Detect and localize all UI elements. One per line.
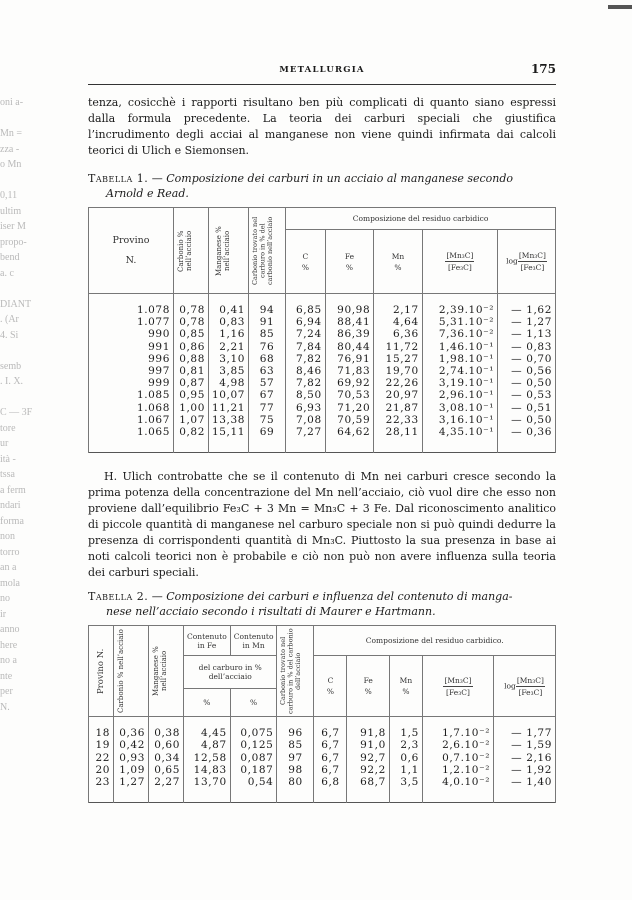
cell-carbonio-trovato: 77 — [249, 402, 286, 414]
cell-provino: 22 — [89, 752, 114, 764]
bleed-line: torro — [0, 546, 20, 558]
facing-page-bleedthrough — [0, 95, 44, 775]
cell-carbonio-trovato: 68 — [249, 353, 286, 365]
cell-mn: 3,5 — [389, 776, 422, 788]
cell-c: 7,08 — [286, 414, 326, 426]
cell-mn: 4,64 — [374, 316, 423, 328]
table-row — [89, 752, 556, 764]
empty-cell — [347, 788, 389, 803]
cell-mn: 19,70 — [374, 365, 423, 377]
header-group: Composizione del residuo carbidico — [286, 208, 556, 230]
cell-ratio: 2,39.10⁻² — [422, 294, 497, 317]
cell-ratio: 3,16.10⁻¹ — [422, 414, 497, 426]
cell-log-ratio: — 1,27 — [498, 316, 556, 328]
cell-ratio: 1,7.10⁻² — [422, 717, 493, 740]
bleed-line — [0, 343, 44, 359]
cell-manganese: 4,98 — [209, 377, 249, 389]
cell-log-ratio: — 1,92 — [494, 764, 556, 776]
table-1-title-cont: Arnold e Read. — [106, 187, 189, 200]
cell-carbonio-trovato: 94 — [249, 294, 286, 317]
cell-provino: 18 — [89, 717, 114, 740]
cell-ratio: 2,74.10⁻¹ — [422, 365, 497, 377]
header-carbonio: Carbonio % nell’acciaio — [177, 229, 193, 272]
cell-contenuto-fe: 14,83 — [184, 764, 231, 776]
cell-contenuto-mn: 0,087 — [230, 752, 277, 764]
table-row — [89, 414, 556, 426]
cell-log-ratio: — 0,50 — [498, 377, 556, 389]
empty-cell — [230, 788, 277, 803]
table-row — [89, 389, 556, 401]
bleed-line — [0, 111, 44, 127]
bleed-line: oni a- — [0, 97, 24, 108]
cell-carbonio-trovato: 57 — [249, 377, 286, 389]
cell-carbonio: 0,86 — [174, 341, 209, 353]
cell-carbonio-trovato: 67 — [249, 389, 286, 401]
bleed-line: no — [0, 593, 10, 604]
cell-manganese: 10,07 — [209, 389, 249, 401]
header-carbonio: Carbonio % nell’acciaio — [117, 629, 125, 714]
table-row — [89, 426, 556, 438]
cell-ratio: 1,46.10⁻¹ — [422, 341, 497, 353]
cell-mn: 1,1 — [389, 764, 422, 776]
cell-ratio: 1,98.10⁻¹ — [422, 353, 497, 365]
cell-carbonio-trovato: 80 — [277, 776, 314, 788]
cell-provino: 997 — [89, 365, 174, 377]
bleed-line: a. c — [0, 267, 14, 279]
cell-carbonio: 1,09 — [114, 764, 149, 776]
cell-mn: 0,6 — [389, 752, 422, 764]
cell-mn: 22,33 — [374, 414, 423, 426]
empty-cell — [325, 438, 374, 453]
empty-cell — [174, 438, 209, 453]
cell-fe: 69,92 — [325, 377, 374, 389]
table-row — [89, 739, 556, 751]
cell-mn: 1,5 — [389, 717, 422, 740]
cell-provino: 1.065 — [89, 426, 174, 438]
table-2-title: Composizione dei carburi e influenza del contenuto di manga- — [166, 590, 513, 604]
table-row — [89, 341, 556, 353]
bleed-line: o Mn — [0, 159, 22, 170]
caption-dash: — — [148, 590, 167, 604]
cell-fe: 92,7 — [347, 752, 389, 764]
cell-c: 6,94 — [286, 316, 326, 328]
cell-log-ratio: — 0,83 — [498, 341, 556, 353]
empty-cell — [149, 788, 184, 803]
cell-carbonio: 0,78 — [174, 294, 209, 317]
empty-cell — [277, 788, 314, 803]
cell-log-ratio: — 0,50 — [498, 414, 556, 426]
cell-manganese: 0,41 — [209, 294, 249, 317]
cell-contenuto-fe: 4,87 — [184, 739, 231, 751]
cell-provino: 23 — [89, 776, 114, 788]
header-group: Composizione del residuo carbidico. — [314, 626, 556, 656]
cell-carbonio: 0,36 — [114, 717, 149, 740]
cell-mn: 21,87 — [374, 402, 423, 414]
cell-log-ratio: — 0,51 — [498, 402, 556, 414]
cell-c: 8,46 — [286, 365, 326, 377]
cell-log-ratio: — 0,70 — [498, 353, 556, 365]
cell-fe: 70,59 — [325, 414, 374, 426]
cell-provino: 1.068 — [89, 402, 174, 414]
bleed-line: a ferm — [0, 484, 26, 496]
bleed-line: ità - — [0, 453, 16, 465]
cell-fe: 88,41 — [325, 316, 374, 328]
cell-fe: 68,7 — [347, 776, 389, 788]
header-fe: Fe % — [347, 656, 389, 717]
cell-mn: 2,17 — [374, 294, 423, 317]
paragraph-1: tenza, cosicchè i rapporti risultano ben più complicati di quanto siano espressi dalla formula precedente. La teoria dei carburi speciali che giustifica l’incrudimento degli acciai al manganese non viene quindi infirmata dai calcoli teorici di Ulich e Siemonsen. — [88, 96, 556, 157]
cell-manganese: 15,11 — [209, 426, 249, 438]
cell-carbonio: 1,07 — [174, 414, 209, 426]
cell-carbonio: 0,85 — [174, 328, 209, 340]
bleed-line: nte — [0, 670, 13, 682]
cell-mn: 6,36 — [374, 328, 423, 340]
bleed-line — [0, 281, 44, 297]
cell-c: 6,7 — [314, 717, 347, 740]
table-row — [89, 776, 556, 788]
cell-log-ratio: — 1,40 — [494, 776, 556, 788]
header-rule — [88, 84, 556, 85]
cell-manganese: 2,21 — [209, 341, 249, 353]
bleed-line: C — 3F — [0, 407, 33, 418]
cell-log-ratio: — 1,59 — [494, 739, 556, 751]
bleed-line: . I. X. — [0, 376, 24, 387]
header-provino-n: N. — [125, 254, 137, 266]
col-carbonio-trovato — [277, 626, 314, 717]
cell-c: 7,84 — [286, 341, 326, 353]
cell-fe: 80,44 — [325, 341, 374, 353]
bleed-line: ultim — [0, 205, 22, 217]
cell-carbonio-trovato: 97 — [277, 752, 314, 764]
cell-manganese: 0,83 — [209, 316, 249, 328]
cell-mn: 22,26 — [374, 377, 423, 389]
cell-mn: 20,97 — [374, 389, 423, 401]
table-row — [89, 328, 556, 340]
bleed-line: 0,11 — [0, 190, 18, 201]
cell-log-ratio: — 2,16 — [494, 752, 556, 764]
cell-ratio: 1,2.10⁻² — [422, 764, 493, 776]
cell-fe: 76,91 — [325, 353, 374, 365]
empty-cell — [374, 438, 423, 453]
table-spacer-row — [89, 438, 556, 453]
cell-ratio: 5,31.10⁻² — [422, 316, 497, 328]
header-contenuto-fe: Contenuto in Fe — [184, 626, 231, 656]
header-pct-mn: % — [230, 689, 277, 717]
empty-cell — [209, 438, 249, 453]
cell-carbonio: 0,88 — [174, 353, 209, 365]
col-provino — [89, 626, 114, 717]
table-row — [89, 294, 556, 317]
cell-ratio: 3,19.10⁻¹ — [422, 377, 497, 389]
cell-carbonio-trovato: 85 — [277, 739, 314, 751]
cell-contenuto-mn: 0,125 — [230, 739, 277, 751]
page-number: 175 — [530, 62, 556, 76]
cell-fe: 71,83 — [325, 365, 374, 377]
table-1-caption — [88, 171, 556, 201]
cell-carbonio-trovato: 69 — [249, 426, 286, 438]
empty-cell — [114, 788, 149, 803]
bleed-line: iser M — [0, 221, 26, 232]
table-spacer-row — [89, 788, 556, 803]
cell-ratio: 2,96.10⁻¹ — [422, 389, 497, 401]
header-provino: Provino N. — [96, 648, 106, 694]
cell-ratio: 3,08.10⁻¹ — [422, 402, 497, 414]
empty-cell — [89, 438, 174, 453]
cell-c: 7,27 — [286, 426, 326, 438]
empty-cell — [422, 438, 497, 453]
bleed-line: mola — [0, 577, 20, 589]
bleed-line: ndari — [0, 500, 21, 511]
cell-c: 7,82 — [286, 377, 326, 389]
cell-carbonio-trovato: 98 — [277, 764, 314, 776]
cell-ratio: 0,7.10⁻² — [422, 752, 493, 764]
running-head — [88, 60, 556, 82]
cell-ratio: 4,0.10⁻² — [422, 776, 493, 788]
cell-carbonio: 0,87 — [174, 377, 209, 389]
col-carbonio — [114, 626, 149, 717]
running-head-title: METALLURGIA — [279, 65, 365, 75]
header-mn: Mn % — [374, 230, 423, 294]
bleed-line: here — [0, 639, 18, 651]
bleed-line: bend — [0, 252, 20, 263]
bleed-line: ir — [0, 608, 7, 620]
bleed-line: propo- — [0, 236, 27, 248]
empty-cell — [314, 788, 347, 803]
cell-provino: 991 — [89, 341, 174, 353]
cell-carbonio: 0,93 — [114, 752, 149, 764]
table-row — [89, 353, 556, 365]
cell-fe: 90,98 — [325, 294, 374, 317]
cell-manganese: 11,21 — [209, 402, 249, 414]
header-pct-fe: % — [184, 689, 231, 717]
bleed-line: . (Ar — [0, 314, 19, 325]
header-carbonio-trovato: Carbonio trovato nel carburo in % del carbonio nell’acciaio — [251, 216, 275, 285]
cell-provino: 1.067 — [89, 414, 174, 426]
bleed-line: tore — [0, 422, 16, 434]
bleed-line: tssa — [0, 469, 15, 480]
cell-ratio: 4,35.10⁻¹ — [422, 426, 497, 438]
col-manganese — [209, 208, 249, 294]
book-page — [88, 60, 556, 803]
cell-mn: 28,11 — [374, 426, 423, 438]
bleed-line — [0, 173, 44, 189]
cell-log-ratio: — 1,77 — [494, 717, 556, 740]
table-2-title-cont: nese nell’acciaio secondo i risultati di Maurer e Hartmann. — [106, 605, 436, 619]
empty-cell — [494, 788, 556, 803]
cell-provino: 19 — [89, 739, 114, 751]
cell-fe: 71,20 — [325, 402, 374, 414]
header-ratio: $\frac{\text{[Mn₃C]}}{\text{[Fe₃C]}}$ — [422, 230, 497, 294]
caption-dash: — — [148, 172, 167, 185]
cell-carbonio: 0,95 — [174, 389, 209, 401]
cell-c: 6,7 — [314, 739, 347, 751]
table-2-caption — [88, 589, 556, 619]
page-edge-mark — [608, 5, 632, 9]
cell-log-ratio: — 0,56 — [498, 365, 556, 377]
table-row — [89, 764, 556, 776]
header-fe: Fe % — [325, 230, 374, 294]
cell-provino: 1.077 — [89, 316, 174, 328]
bleed-line: forma — [0, 515, 24, 527]
cell-provino: 996 — [89, 353, 174, 365]
header-c: C % — [286, 230, 326, 294]
cell-contenuto-fe: 12,58 — [184, 752, 231, 764]
bleed-line: DIANT — [0, 298, 32, 310]
header-manganese: Manganese % nell’acciaio — [152, 646, 168, 697]
table-row — [89, 365, 556, 377]
cell-manganese: 3,10 — [209, 353, 249, 365]
cell-contenuto-fe: 4,45 — [184, 717, 231, 740]
cell-mn: 2,3 — [389, 739, 422, 751]
cell-carbonio: 0,81 — [174, 365, 209, 377]
cell-manganese: 0,65 — [149, 764, 184, 776]
cell-carbonio-trovato: 96 — [277, 717, 314, 740]
cell-fe: 86,39 — [325, 328, 374, 340]
table-2-label: Tabella 2. — [88, 590, 149, 604]
cell-carbonio: 1,27 — [114, 776, 149, 788]
bleed-line: an a — [0, 562, 17, 573]
cell-contenuto-fe: 13,70 — [184, 776, 231, 788]
table-1 — [88, 207, 556, 453]
empty-cell — [498, 438, 556, 453]
cell-c: 7,24 — [286, 328, 326, 340]
cell-mn: 15,27 — [374, 353, 423, 365]
cell-carbonio-trovato: 75 — [249, 414, 286, 426]
bleed-line: zza - — [0, 143, 20, 155]
cell-c: 6,8 — [314, 776, 347, 788]
bleed-line: semb — [0, 360, 22, 372]
cell-contenuto-mn: 0,187 — [230, 764, 277, 776]
empty-cell — [422, 788, 493, 803]
cell-contenuto-mn: 0,075 — [230, 717, 277, 740]
cell-carbonio: 0,42 — [114, 739, 149, 751]
cell-manganese: 0,38 — [149, 717, 184, 740]
bleed-line: Mn = — [0, 128, 23, 139]
col-manganese — [149, 626, 184, 717]
cell-manganese: 1,16 — [209, 328, 249, 340]
bleed-line: ur — [0, 438, 9, 449]
cell-manganese: 2,27 — [149, 776, 184, 788]
cell-contenuto-mn: 0,54 — [230, 776, 277, 788]
bleed-line: non — [0, 531, 15, 542]
bleed-line: N. — [0, 701, 10, 713]
header-log-ratio: log $\frac{\text{[Mn₃C]}}{\text{[Fe₃C]}}$ — [494, 656, 556, 717]
paragraph-2: H. Ulich controbatte che se il contenuto di Mn nei carburi cresce secondo la prima potenza della concentrazione del Mn nell’acciaio, ciò vuol dire che esso non proviene dall’equilibrio Fe₃C + 3 Mn = Mn₃C + 3 Fe. Dal riconoscimento analitico di piccole quantità di manganese nel carburo speciale non si può quindi dedurre la presenza di corrispondenti quantità di Mn₃C. Piuttosto la sua presenza in base ai noti calcoli teorici non è probabile e ciò non può non avere influenza sulla teoria dei carburi speciali. — [88, 470, 556, 580]
table-2 — [88, 625, 556, 803]
header-manganese: Manganese % nell’acciaio — [214, 225, 231, 276]
header-log-ratio: log $\frac{\text{[Mn₃C]}}{\text{[Fe₃C]}}$ — [498, 230, 556, 294]
cell-ratio: 2,6.10⁻² — [422, 739, 493, 751]
header-c: C % — [314, 656, 347, 717]
header-del-carburo: del carburo in % dell’acciaio — [184, 656, 277, 689]
cell-manganese: 0,60 — [149, 739, 184, 751]
header-carbonio-trovato: Carbonio trovato nel carburo in % del carbonio dell’acciaio — [279, 628, 303, 715]
empty-cell — [89, 788, 114, 803]
cell-fe: 64,62 — [325, 426, 374, 438]
cell-log-ratio: — 1,13 — [498, 328, 556, 340]
cell-log-ratio: — 0,36 — [498, 426, 556, 438]
cell-c: 6,7 — [314, 752, 347, 764]
cell-manganese: 13,38 — [209, 414, 249, 426]
empty-cell — [286, 438, 326, 453]
cell-manganese: 0,34 — [149, 752, 184, 764]
cell-fe: 70,53 — [325, 389, 374, 401]
header-provino: Provino — [112, 234, 150, 246]
cell-carbonio: 1,00 — [174, 402, 209, 414]
header-contenuto-mn: Contenuto in Mn — [230, 626, 277, 656]
cell-provino: 20 — [89, 764, 114, 776]
cell-ratio: 7,36.10⁻² — [422, 328, 497, 340]
cell-provino: 990 — [89, 328, 174, 340]
cell-carbonio-trovato: 63 — [249, 365, 286, 377]
cell-carbonio-trovato: 85 — [249, 328, 286, 340]
bleed-line: per — [0, 686, 13, 697]
cell-provino: 1.085 — [89, 389, 174, 401]
col-provino — [89, 208, 174, 294]
header-mn: Mn % — [389, 656, 422, 717]
cell-c: 6,85 — [286, 294, 326, 317]
table-1-label: Tabella 1. — [88, 172, 149, 185]
cell-log-ratio: — 1,62 — [498, 294, 556, 317]
table-row — [89, 377, 556, 389]
cell-fe: 92,2 — [347, 764, 389, 776]
empty-cell — [389, 788, 422, 803]
cell-c: 6,93 — [286, 402, 326, 414]
cell-provino: 999 — [89, 377, 174, 389]
cell-provino: 1.078 — [89, 294, 174, 317]
cell-manganese: 3,85 — [209, 365, 249, 377]
cell-carbonio-trovato: 91 — [249, 316, 286, 328]
bleed-line: no a — [0, 655, 17, 666]
table-1-title: Composizione dei carburi in un acciaio al manganese secondo — [166, 172, 514, 185]
cell-c: 8,50 — [286, 389, 326, 401]
cell-carbonio: 0,82 — [174, 426, 209, 438]
cell-carbonio-trovato: 76 — [249, 341, 286, 353]
cell-c: 6,7 — [314, 764, 347, 776]
cell-c: 7,82 — [286, 353, 326, 365]
cell-log-ratio: — 0,53 — [498, 389, 556, 401]
header-ratio: $\frac{\text{[Mn₃C]}}{\text{[Fe₃C]}}$ — [422, 656, 493, 717]
table-row — [89, 316, 556, 328]
empty-cell — [249, 438, 286, 453]
cell-fe: 91,8 — [347, 717, 389, 740]
empty-cell — [184, 788, 231, 803]
bleed-line: anno — [0, 624, 20, 635]
bleed-line: 4. Si — [0, 329, 19, 341]
table-row — [89, 402, 556, 414]
cell-fe: 91,0 — [347, 739, 389, 751]
table-row — [89, 717, 556, 740]
bleed-line — [0, 390, 44, 406]
cell-mn: 11,72 — [374, 341, 423, 353]
col-carbonio-trovato — [249, 208, 286, 294]
col-carbonio — [174, 208, 209, 294]
cell-carbonio: 0,78 — [174, 316, 209, 328]
